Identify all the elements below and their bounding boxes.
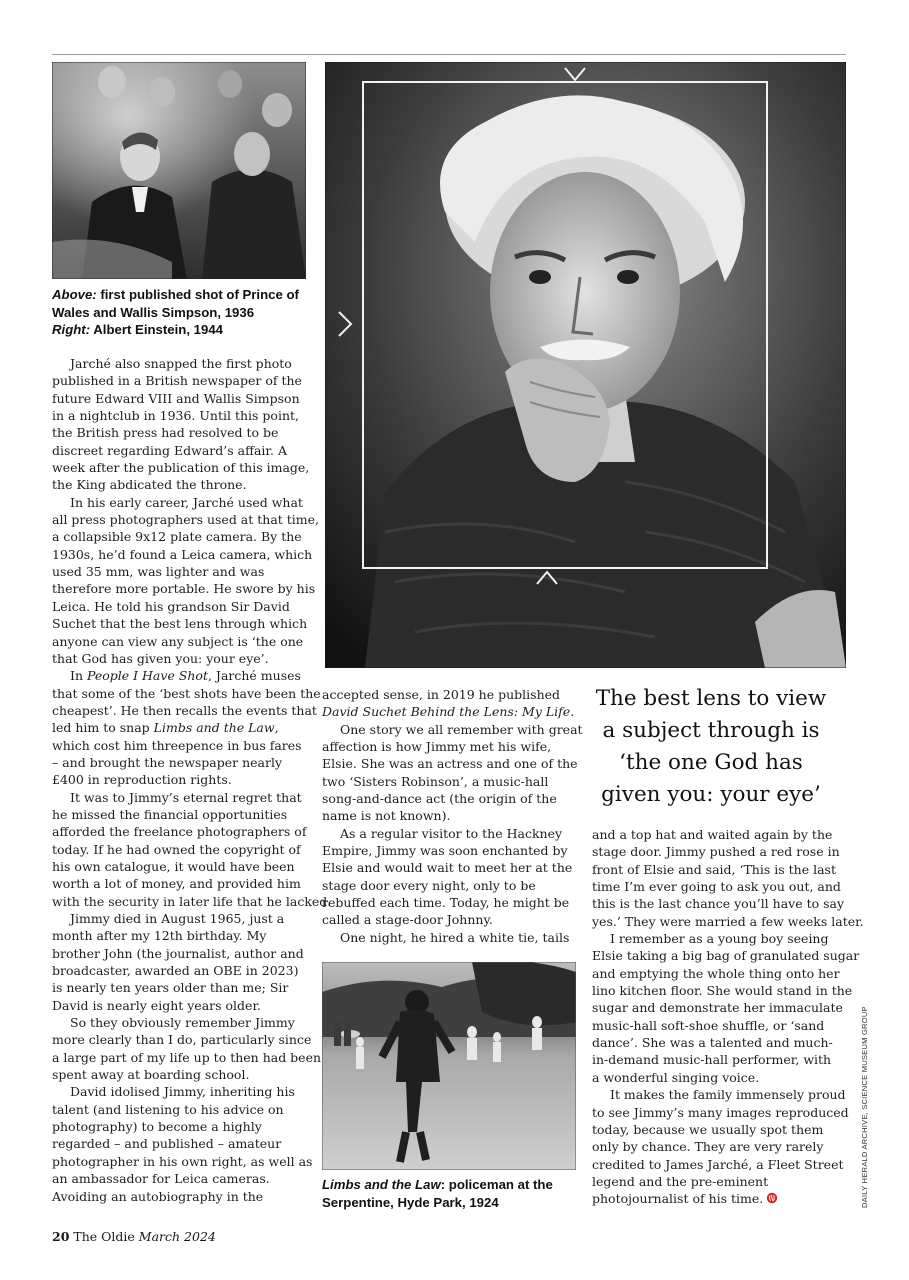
text-line: afforded the freelance photographers of — [52, 824, 307, 840]
text-line: an ambassador for Leica cameras. — [52, 1171, 270, 1187]
caption-top-photos — [52, 286, 308, 339]
photo-credit: DAILY HERALD ARCHIVE, SCIENCE MUSEUM GROUP — [860, 1006, 869, 1208]
text-line: In his early career, Jarché used what — [70, 494, 303, 510]
photo-title: Limbs and the Law — [153, 720, 275, 736]
paragraph — [322, 721, 582, 825]
photo-royal-image — [52, 62, 306, 279]
photo-albert-einstein — [325, 62, 846, 668]
text-line: talent (and listening to his advice on — [52, 1101, 284, 1117]
pull-quote-line: ‘the one God has — [619, 750, 803, 775]
text-line: and a top hat and waited again by the — [592, 827, 833, 842]
pull-quote — [586, 683, 836, 811]
text-line: month after my 12th birthday. My — [52, 928, 267, 944]
paragraph — [52, 910, 314, 1014]
text-line: affection is how Jimmy met his wife, — [322, 739, 552, 755]
text-run: photojournalist of his time. — [592, 1191, 764, 1207]
paragraph — [592, 930, 860, 1086]
paragraph — [322, 686, 582, 721]
text-line: a collapsible 9x12 plate camera. By the — [52, 529, 302, 545]
paragraph — [592, 1086, 854, 1207]
text-line — [52, 667, 314, 684]
text-line: yes.’ They were married a few weeks later. — [592, 913, 864, 929]
text-line: Empire, Jimmy was soon enchanted by — [322, 843, 568, 859]
issue-date: March 2024 — [138, 1229, 216, 1244]
text-line: in a nightclub in 1936. Until this point, — [52, 408, 299, 424]
text-line: Jarché also snapped the first photo — [70, 356, 292, 371]
text-line: week after the publication of this image, — [52, 460, 310, 476]
photo-limbs-and-the-law — [322, 962, 576, 1170]
text-line: all press photographers used at that time, — [52, 512, 320, 528]
magazine-name: The Oldie — [73, 1229, 135, 1244]
end-mark-icon — [766, 1192, 778, 1204]
article-column-middle — [322, 686, 582, 946]
text-line: a large part of my life up to then had been — [52, 1049, 322, 1065]
text-line: only by chance. They are very rarely — [592, 1139, 824, 1155]
text-line: David is nearly eight years older. — [52, 997, 262, 1013]
text-line: a wonderful singing voice. — [592, 1069, 760, 1085]
text-line: stage door every night, only to be — [322, 877, 536, 893]
text-line: stage door. Jimmy pushed a red rose in — [592, 844, 840, 860]
paragraph — [52, 494, 320, 667]
caption-line: Wales and Wallis Simpson, 1936 — [52, 304, 255, 320]
text-line: therefore more portable. He swore by his — [52, 581, 316, 597]
text-line: his own catalogue, it would have been — [52, 858, 295, 874]
text-line: the King abdicated the throne. — [52, 477, 247, 493]
page-footer — [52, 1229, 216, 1244]
text-line: photographer in his own right, as well as — [52, 1153, 313, 1169]
caption-title: Limbs and the Law — [322, 1177, 441, 1192]
text-line: discreet regarding Edward’s affair. A — [52, 442, 287, 458]
pull-quote-line: The best lens to view — [595, 686, 827, 711]
text-line: So they obviously remember Jimmy — [70, 1015, 295, 1031]
text-line: used 35 mm, was lighter and was — [52, 564, 265, 580]
text-line: anyone can view any subject is ‘the one — [52, 633, 304, 649]
text-line: David idolised Jimmy, inheriting his — [70, 1084, 295, 1100]
text-line: Suchet that the best lens through which — [52, 616, 308, 632]
caption-line — [52, 286, 308, 304]
text-lines — [52, 737, 314, 789]
text-line: – and brought the newspaper nearly — [52, 754, 283, 770]
text-line: with the security in later life that he lacked. — [52, 893, 332, 909]
text-line: It was to Jimmy’s eternal regret that — [70, 789, 302, 805]
text-line: credited to James Jarché, a Fleet Street — [592, 1156, 844, 1172]
text-line: Elsie. She was an actress and one of the — [322, 756, 578, 772]
paragraph — [322, 825, 582, 929]
text-line: future Edward VIII and Wallis Simpson — [52, 390, 300, 406]
text-line: today. If he had owned the copyright of — [52, 841, 301, 857]
text-line: and emptying the whole thing onto her — [592, 965, 840, 981]
paragraph — [592, 826, 864, 930]
photo-einstein-image — [325, 62, 846, 668]
text-line: regarded – and published – amateur — [52, 1136, 282, 1152]
text-line: brother John (the journalist, author and — [52, 945, 304, 961]
caption-text: : policeman at the — [440, 1177, 553, 1192]
text-line: It makes the family immensely proud — [610, 1087, 846, 1103]
text-line: called a stage-door Johnny. — [322, 912, 493, 928]
text-line: spent away at boarding school. — [52, 1067, 250, 1083]
photo-limbs-image — [322, 962, 576, 1170]
text-line — [322, 703, 582, 720]
text-line: sugar and demonstrate her immaculate — [592, 1000, 843, 1016]
text-line: Avoiding an autobiography in the — [52, 1188, 264, 1204]
text-line: music-hall soft-shoe shuffle, or ‘sand — [592, 1017, 825, 1033]
text-line: Jimmy died in August 1965, just a — [70, 911, 285, 926]
text-line: One story we all remember with great — [340, 721, 583, 737]
text-run: In — [70, 668, 87, 684]
text-line: two ‘Sisters Robinson’, a music-hall — [322, 773, 549, 789]
text-line: Elsie taking a big bag of granulated sugar — [592, 948, 860, 964]
pull-quote-line: a subject through is — [602, 718, 820, 743]
paragraph — [322, 929, 582, 946]
text-line: accepted sense, in 2019 he published — [322, 687, 561, 702]
text-line: photography) to become a highly — [52, 1119, 262, 1135]
text-line — [52, 719, 314, 736]
text-line: song-and-dance act (the origin of the — [322, 791, 557, 807]
text-line — [592, 1190, 854, 1207]
text-line: to see Jimmy’s many images reproduced — [592, 1104, 849, 1120]
text-line: name is not known). — [322, 808, 451, 824]
caption-line: Serpentine, Hyde Park, 1924 — [322, 1194, 499, 1210]
paragraph — [52, 1014, 322, 1083]
pull-quote-line: given you: your eye’ — [601, 782, 821, 807]
caption-text: Albert Einstein, 1944 — [90, 322, 223, 337]
caption-label-above: Above: — [52, 287, 97, 302]
text-line: that some of the ‘best shots have been the — [52, 685, 321, 701]
text-line: more clearly than I do, particularly since — [52, 1032, 312, 1048]
text-line: Leica. He told his grandson Sir David — [52, 598, 290, 614]
text-line: front of Elsie and said, ‘This is the last — [592, 861, 836, 877]
text-line: lino kitchen floor. She would stand in the — [592, 983, 853, 999]
caption-limbs-and-the-law — [322, 1176, 578, 1211]
text-line: in-demand music-hall performer, with — [592, 1052, 832, 1068]
article-column-left — [52, 355, 332, 1205]
text-line: this is the last chance you’ll have to say — [592, 896, 845, 912]
text-line: time I’m ever going to ask you out, and — [592, 879, 841, 895]
text-line: published in a British newspaper of the — [52, 373, 302, 389]
text-line: that God has given you: your eye’. — [52, 650, 269, 666]
text-run: . — [570, 704, 575, 720]
text-run: , — [274, 720, 279, 736]
text-line: rebuffed each time. Today, he might be — [322, 895, 570, 911]
text-line: As a regular visitor to the Hackney — [340, 825, 563, 841]
text-line: which cost him threepence in bus fares — [52, 737, 302, 753]
caption-line — [52, 321, 308, 339]
text-line: One night, he hired a white tie, tails — [340, 929, 570, 945]
text-lines — [592, 1086, 854, 1190]
paragraph — [52, 789, 332, 910]
top-rule — [52, 54, 846, 55]
book-title: People I Have Shot — [86, 668, 208, 684]
caption-label-right: Right: — [52, 322, 91, 337]
caption-line — [322, 1176, 578, 1194]
text-line: worth a lot of money, and provided him — [52, 876, 301, 892]
text-line: cheapest’. He then recalls the events that — [52, 702, 317, 718]
page-number: 20 — [52, 1229, 70, 1244]
paragraph — [52, 355, 314, 494]
text-run: , Jarché muses — [207, 668, 301, 684]
text-line: is nearly ten years older than me; Sir — [52, 980, 289, 996]
caption-text: first published shot of Prince of — [96, 287, 299, 302]
text-run: led him to snap — [52, 720, 154, 736]
text-line: legend and the pre-eminent — [592, 1173, 769, 1189]
text-line: today, because we usually spot them — [592, 1121, 824, 1137]
text-line: he missed the financial opportunities — [52, 806, 288, 822]
text-line: Elsie and would wait to meet her at the — [322, 860, 573, 876]
text-line: dance’. She was a talented and much- — [592, 1035, 833, 1051]
photo-prince-of-wales-nightclub — [52, 62, 306, 279]
text-line: broadcaster, awarded an OBE in 2023) — [52, 963, 299, 979]
text-line: £400 in reproduction rights. — [52, 772, 232, 788]
text-line: 1930s, he’d found a Leica camera, which — [52, 546, 313, 562]
article-column-right — [592, 826, 864, 1208]
text-line: I remember as a young boy seeing — [610, 931, 829, 947]
text-line: the British press had resolved to be — [52, 425, 279, 441]
book-title: David Suchet Behind the Lens: My Life — [322, 704, 571, 720]
paragraph — [52, 667, 321, 788]
paragraph — [52, 1083, 314, 1204]
